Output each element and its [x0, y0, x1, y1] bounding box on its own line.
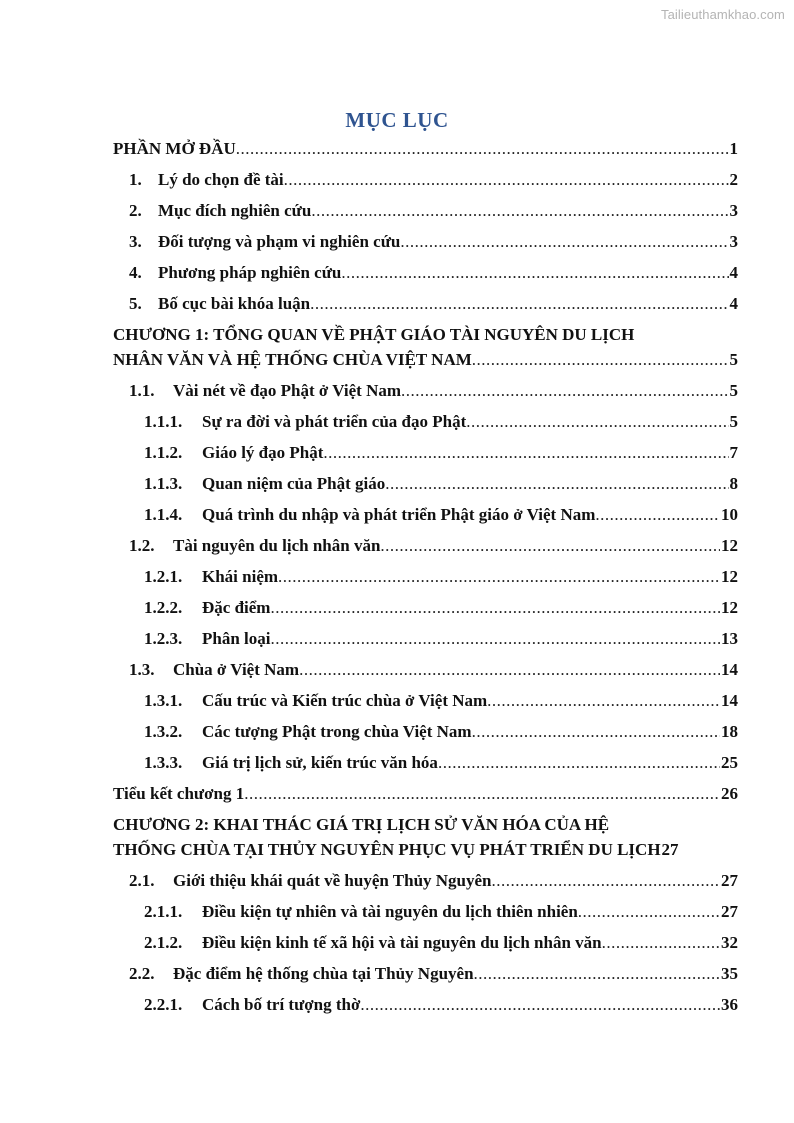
toc-entry-text: Giáo lý đạo Phật [202, 443, 324, 462]
toc-entry-number: 2.2.1. [144, 995, 183, 1014]
dot-leader [438, 750, 720, 775]
toc-page-number: 1 [729, 139, 738, 158]
toc-entry-text: Cách bố trí tượng thờ [202, 995, 361, 1014]
toc-entry-text: Tiểu kết chương 1 [113, 784, 245, 803]
dot-leader [278, 564, 720, 589]
toc-page-number: 26 [721, 784, 738, 803]
toc-page-number: 5 [729, 412, 738, 431]
toc-entry-number: 1.1.3. [144, 474, 183, 493]
toc-page-number: 36 [721, 995, 738, 1014]
toc-entry-number: 1.1. [129, 381, 155, 400]
dot-leader [466, 409, 728, 434]
toc-entry-3[interactable] [113, 229, 738, 254]
toc-entry-number: 1.2.3. [144, 629, 183, 648]
toc-entry-1-1-3[interactable] [113, 471, 738, 496]
toc-page-number: 2 [729, 170, 738, 189]
toc-entry-text: Khái niệm [202, 567, 279, 586]
dot-leader [299, 657, 720, 682]
toc-entry-2[interactable] [113, 198, 738, 223]
toc-entry-text: Chùa ở Việt Nam [173, 660, 300, 679]
toc-entry-number: 2.1. [129, 871, 155, 890]
toc-entry-1-3-1[interactable] [113, 688, 738, 713]
table-of-contents [113, 136, 738, 1017]
toc-entry-number: 1.2.2. [144, 598, 183, 617]
toc-entry-2-1-1[interactable] [113, 899, 738, 924]
toc-chapter-title-line: CHƯƠNG 2: KHAI THÁC GIÁ TRỊ LỊCH SỬ VĂN HÓA CỦA HỆ [113, 815, 610, 834]
toc-entry-text: Mục đích nghiên cứu [158, 201, 312, 220]
dot-leader [492, 868, 720, 893]
toc-entry-number: 2.1.1. [144, 902, 183, 921]
toc-entry-text: Lý do chọn đề tài [158, 170, 284, 189]
toc-page-number: 18 [721, 722, 738, 741]
toc-entry-summary-1[interactable] [113, 781, 738, 806]
dot-leader [578, 899, 720, 924]
toc-entry-text: Cấu trúc và Kiến trúc chùa ở Việt Nam [202, 691, 488, 710]
toc-entry-text: Đặc điểm hệ thống chùa tại Thủy Nguyên [173, 964, 474, 983]
dot-leader [311, 198, 728, 223]
toc-entry-1-1-4[interactable] [113, 502, 738, 527]
toc-entry-text: NHÂN VĂN VÀ HỆ THỐNG CHÙA VIỆT NAM [113, 350, 472, 369]
toc-entry-1-3[interactable] [113, 657, 738, 682]
toc-entry-chapter-1[interactable] [113, 322, 738, 372]
toc-page-number: 8 [729, 474, 738, 493]
toc-entry-2-1[interactable] [113, 868, 738, 893]
toc-entry-text: Quan niệm của Phật giáo [202, 474, 386, 493]
toc-page-number: 27 [721, 871, 738, 890]
toc-page-number: 3 [729, 232, 738, 251]
toc-entry-1-1-1[interactable] [113, 409, 738, 434]
toc-entry-text: Điều kiện tự nhiên và tài nguyên du lịch thiên nhiên [202, 902, 578, 921]
toc-entry-2-2-1[interactable] [113, 992, 738, 1017]
toc-entry-number: 2.2. [129, 964, 155, 983]
toc-page-number: 14 [721, 660, 738, 679]
dot-leader [341, 260, 728, 285]
toc-page-number: 25 [721, 753, 738, 772]
toc-entry-4[interactable] [113, 260, 738, 285]
dot-leader [270, 595, 720, 620]
toc-page-number: 4 [729, 294, 738, 313]
page-title: MỤC LỤC [345, 108, 449, 132]
toc-entry-number: 1.2. [129, 536, 155, 555]
toc-entry-number: 1.3. [129, 660, 155, 679]
toc-entry-text: Bố cục bài khóa luận [158, 294, 311, 313]
dot-leader [244, 781, 720, 806]
toc-entry-text: Các tượng Phật trong chùa Việt Nam [202, 722, 472, 741]
toc-page-number: 12 [721, 598, 738, 617]
toc-entry-1-3-2[interactable] [113, 719, 738, 744]
toc-entry-text: Vài nét về đạo Phật ở Việt Nam [173, 381, 402, 400]
toc-page-number: 4 [729, 263, 738, 282]
dot-leader [602, 930, 720, 955]
toc-entry-number: 1.1.1. [144, 412, 183, 431]
toc-entry-1-2-2[interactable] [113, 595, 738, 620]
toc-entry-number: 1.3.2. [144, 722, 183, 741]
toc-entry-number: 1.1.4. [144, 505, 183, 524]
toc-entry-text: Phương pháp nghiên cứu [158, 263, 342, 282]
dot-leader [401, 378, 728, 403]
toc-entry-text: Tài nguyên du lịch nhân văn [173, 536, 381, 555]
dot-leader [474, 961, 720, 986]
dot-leader [595, 502, 720, 527]
toc-page-number: 5 [729, 381, 738, 400]
toc-entry-text: Giới thiệu khái quát về huyện Thủy Nguyên [173, 871, 492, 890]
toc-entry-number: 1.3.1. [144, 691, 183, 710]
toc-entry-number: 2.1.2. [144, 933, 183, 952]
dot-leader [380, 533, 720, 558]
toc-entry-2-2[interactable] [113, 961, 738, 986]
toc-entry-number: 3. [129, 232, 142, 251]
dot-leader [271, 626, 721, 651]
toc-entry-number: 1.2.1. [144, 567, 183, 586]
toc-entry-chapter-2[interactable] [113, 812, 738, 862]
toc-entry-text: Đối tượng và phạm vi nghiên cứu [158, 232, 401, 251]
toc-entry-number: 4. [129, 263, 142, 282]
toc-entry-number: 1. [129, 170, 142, 189]
toc-entry-number: 1.3.3. [144, 753, 183, 772]
toc-page-number: 12 [721, 536, 738, 555]
dot-leader [472, 347, 729, 372]
toc-page-number: 7 [729, 443, 738, 462]
toc-page-number: 12 [721, 567, 738, 586]
dot-leader [323, 440, 728, 465]
toc-entry-number: 2. [129, 201, 142, 220]
toc-entry-intro[interactable] [113, 136, 738, 161]
toc-page-number: 13 [721, 629, 738, 648]
toc-entry-text: Phân loại [202, 629, 271, 648]
dot-leader [400, 229, 728, 254]
toc-chapter-title-line: CHƯƠNG 1: TỔNG QUAN VỀ PHẬT GIÁO TÀI NGUYÊN DU LỊCH [113, 325, 635, 344]
toc-entry-text: Sự ra đời và phát triển của đạo Phật [202, 412, 467, 431]
toc-entry-text: THỐNG CHÙA TẠI THỦY NGUYÊN PHỤC VỤ PHÁT TRIỂN DU LỊCH [113, 840, 661, 859]
toc-entry-1-2-1[interactable] [113, 564, 738, 589]
dot-leader [472, 719, 720, 744]
toc-entry-number: 5. [129, 294, 142, 313]
dot-leader [236, 136, 729, 161]
dot-leader [310, 291, 728, 316]
toc-page-number: 3 [729, 201, 738, 220]
toc-entry-1-2[interactable] [113, 533, 738, 558]
toc-entry-text: Đặc điểm [202, 598, 271, 617]
toc-entry-text: Giá trị lịch sử, kiến trúc văn hóa [202, 753, 438, 772]
dot-leader [487, 688, 720, 713]
toc-page-number: 27 [661, 840, 679, 859]
toc-entry-1[interactable] [113, 167, 738, 192]
toc-page-number: 5 [729, 350, 738, 369]
toc-entry-1-1[interactable] [113, 378, 738, 403]
dot-leader [360, 992, 720, 1017]
toc-entry-2-1-2[interactable] [113, 930, 738, 955]
toc-entry-1-1-2[interactable] [113, 440, 738, 465]
toc-entry-number: 1.1.2. [144, 443, 183, 462]
toc-page-number: 10 [721, 505, 738, 524]
toc-page-number: 14 [721, 691, 738, 710]
toc-entry-text: PHẦN MỞ ĐẦU [113, 139, 236, 158]
dot-leader [385, 471, 728, 496]
toc-entry-1-2-3[interactable] [113, 626, 738, 651]
toc-page-number: 35 [721, 964, 738, 983]
toc-page-number: 32 [721, 933, 738, 952]
toc-entry-5[interactable] [113, 291, 738, 316]
toc-entry-text: Điều kiện kinh tế xã hội và tài nguyên du lịch nhân văn [202, 933, 602, 952]
toc-entry-text: Quá trình du nhập và phát triển Phật giáo ở Việt Nam [202, 505, 596, 524]
watermark-text: Tailieuthamkhao.com [660, 7, 785, 22]
toc-entry-1-3-3[interactable] [113, 750, 738, 775]
dot-leader [284, 167, 729, 192]
toc-page-number: 27 [721, 902, 738, 921]
